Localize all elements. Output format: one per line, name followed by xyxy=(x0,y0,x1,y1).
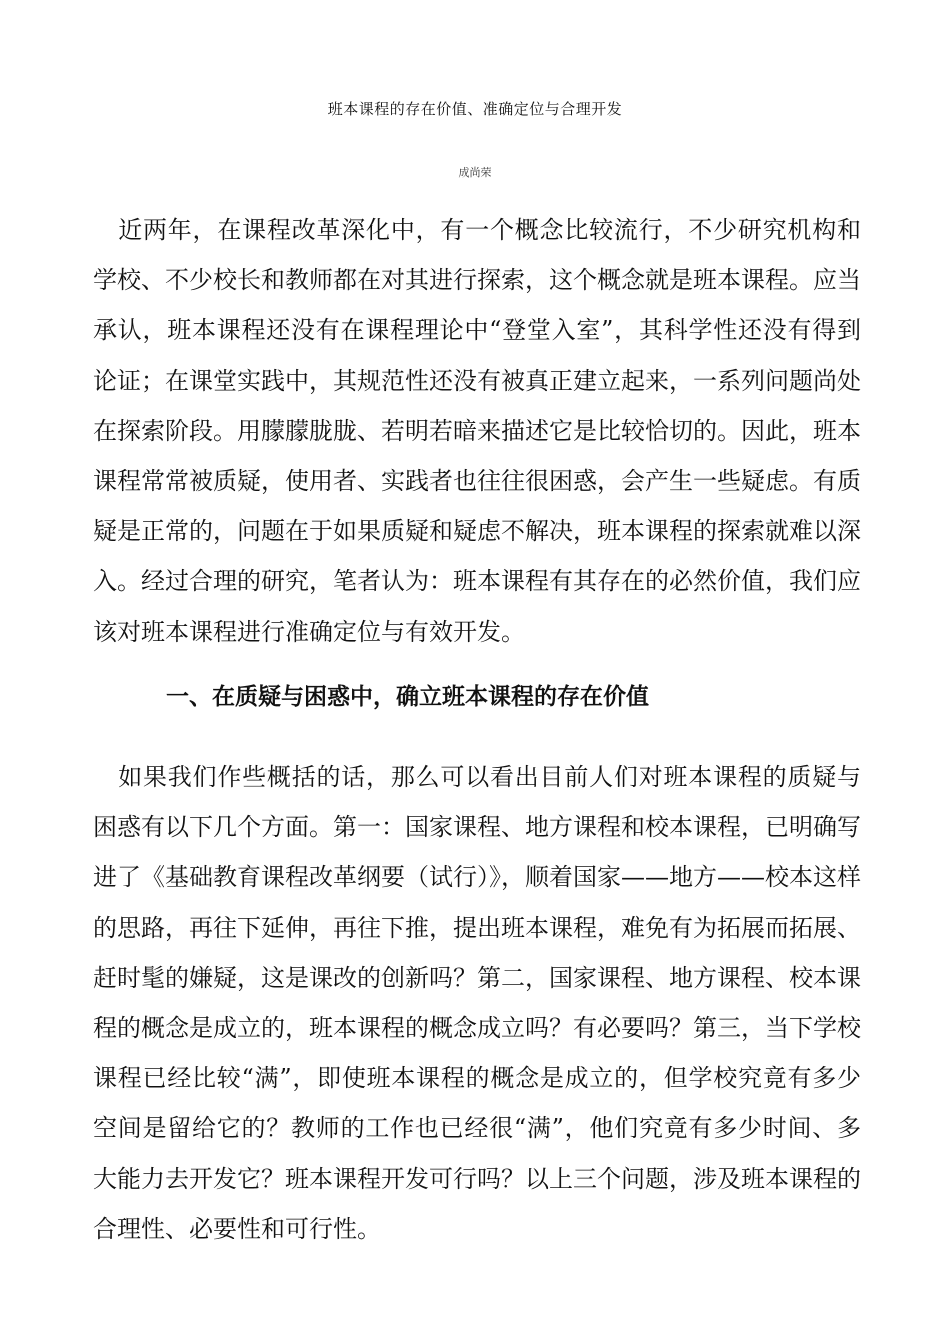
body-paragraph-intro: 近两年，在课程改革深化中，有一个概念比较流行，不少研究机构和学校、不少校长和教师都在对其进行探索，这个概念就是班本课程。应当承认，班本课程还没有在课程理论中“登堂入室”，其科学性还没有得到论证；在课堂实践中，其规范性还没有被真正建立起来，一系列问题尚处在探索阶段。用朦朦胧胧、若明若暗来描述它是比较恰切的。因此，班本课程常常被质疑，使用者、实践者也往往很困惑，会产生一些疑虑。有质疑是正常的，问题在于如果质疑和疑虑不解决，班本课程的探索就难以深入。经过合理的研究，笔者认为：班本课程有其存在的必然价值，我们应该对班本课程进行准确定位与有效开发。 xyxy=(93,216,861,646)
section-heading: 一、在质疑与困惑中，确立班本课程的存在价值 xyxy=(166,684,649,710)
body-paragraph-section-1: 如果我们作些概括的话，那么可以看出目前人们对班本课程的质疑与困惑有以下几个方面。第一：国家课程、地方课程和校本课程，已明确写进了《基础教育课程改革纲要（试行）》，顺着国家——地方——校本这样的思路，再往下延伸，再往下推，提出班本课程，难免有为拓展而拓展、赶时髦的嫌疑，这是课改的创新吗？第二，国家课程、地方课程、校本课程的概念是成立的，班本课程的概念成立吗？有必要吗？第三，当下学校课程已经比较“满”，即使班本课程的概念是成立的，但学校究竟有多少空间是留给它的？教师的工作也已经很“满”，他们究竟有多少时间、多大能力去开发它？班本课程开发可行吗？以上三个问题，涉及班本课程的合理性、必要性和可行性。 xyxy=(93,763,861,1243)
document-title: 班本课程的存在价值、准确定位与合理开发 xyxy=(327,100,623,118)
document-author: 成尚荣 xyxy=(458,166,492,179)
